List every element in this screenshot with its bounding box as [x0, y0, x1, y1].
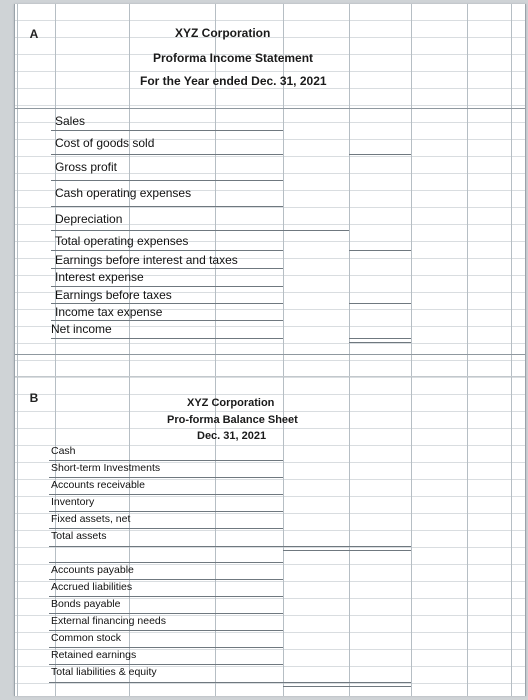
subtotal-underline — [349, 303, 411, 304]
cell-border — [49, 613, 283, 614]
balance-subtitle: Pro-forma Balance Sheet — [167, 414, 298, 426]
balance-period: Dec. 31, 2021 — [197, 430, 267, 442]
cell-border — [49, 647, 283, 648]
cell-border — [51, 180, 283, 181]
income-title: XYZ Corporation — [175, 26, 271, 40]
grid-row-line — [15, 354, 525, 355]
income-row-cash-opex[interactable]: Cash operating expenses — [55, 186, 192, 200]
cell-border — [49, 596, 283, 597]
cell-border — [51, 303, 283, 304]
cell-border — [49, 562, 283, 563]
cell-border — [49, 682, 283, 683]
total-double-underline — [349, 338, 411, 343]
liab-row-accrued-liabilities[interactable]: Accrued liabilities — [51, 581, 133, 593]
spreadsheet — [14, 4, 526, 696]
subtotal-underline — [349, 154, 411, 155]
cell-border — [49, 664, 283, 665]
section-a-label: A — [29, 27, 39, 41]
cell-border — [49, 511, 283, 512]
asset-row-fixed-assets[interactable]: Fixed assets, net — [51, 513, 131, 525]
income-row-ebt[interactable]: Earnings before taxes — [55, 288, 172, 302]
asset-row-accounts-receivable[interactable]: Accounts receivable — [51, 479, 145, 491]
cell-border — [49, 477, 283, 478]
cell-border — [51, 154, 283, 155]
cell-border — [51, 286, 283, 287]
income-row-ebit[interactable]: Earnings before interest and taxes — [55, 253, 238, 267]
liab-row-total-liabilities-equity[interactable]: Total liabilities & equity — [51, 666, 157, 678]
income-row-cogs[interactable]: Cost of goods sold — [55, 136, 155, 150]
total-double-underline — [283, 682, 411, 687]
income-row-tax[interactable]: Income tax expense — [55, 305, 163, 319]
subtotal-underline — [349, 250, 411, 251]
total-double-underline — [283, 546, 411, 551]
grid-row-line — [15, 108, 525, 109]
section-b-label: B — [29, 391, 39, 405]
income-subtitle: Proforma Income Statement — [153, 51, 314, 65]
liab-row-bonds-payable[interactable]: Bonds payable — [51, 598, 121, 610]
income-period: For the Year ended Dec. 31, 2021 — [140, 74, 327, 88]
cell-border — [51, 230, 283, 231]
liab-row-common-stock[interactable]: Common stock — [51, 632, 122, 644]
cell-border — [49, 630, 283, 631]
cell-border — [49, 546, 283, 547]
income-row-depreciation[interactable]: Depreciation — [55, 212, 123, 226]
cell-border — [51, 206, 283, 207]
grid-row-line — [15, 376, 525, 377]
cell-border — [51, 320, 283, 321]
cell-border — [49, 494, 283, 495]
income-row-gross-profit[interactable]: Gross profit — [55, 160, 118, 174]
asset-row-cash[interactable]: Cash — [51, 445, 76, 457]
cell-border — [51, 338, 283, 339]
liab-row-accounts-payable[interactable]: Accounts payable — [51, 564, 134, 576]
asset-row-short-term-investments[interactable]: Short-term Investments — [51, 462, 161, 474]
asset-row-total-assets[interactable]: Total assets — [51, 530, 107, 542]
income-row-net-income[interactable]: Net income — [51, 322, 112, 336]
income-row-sales[interactable]: Sales — [55, 114, 86, 128]
cell-border — [51, 268, 283, 269]
asset-row-inventory[interactable]: Inventory — [51, 496, 95, 508]
cell-border — [49, 460, 283, 461]
liab-row-retained-earnings[interactable]: Retained earnings — [51, 649, 137, 661]
cell-border — [49, 528, 283, 529]
cell-border — [49, 579, 283, 580]
balance-title: XYZ Corporation — [187, 397, 275, 409]
subtotal-underline — [283, 230, 349, 231]
income-row-interest[interactable]: Interest expense — [55, 270, 144, 284]
income-row-total-opex[interactable]: Total operating expenses — [55, 234, 189, 248]
cell-border — [51, 130, 283, 131]
liab-row-external-financing[interactable]: External financing needs — [51, 615, 166, 627]
cell-border — [51, 250, 283, 251]
